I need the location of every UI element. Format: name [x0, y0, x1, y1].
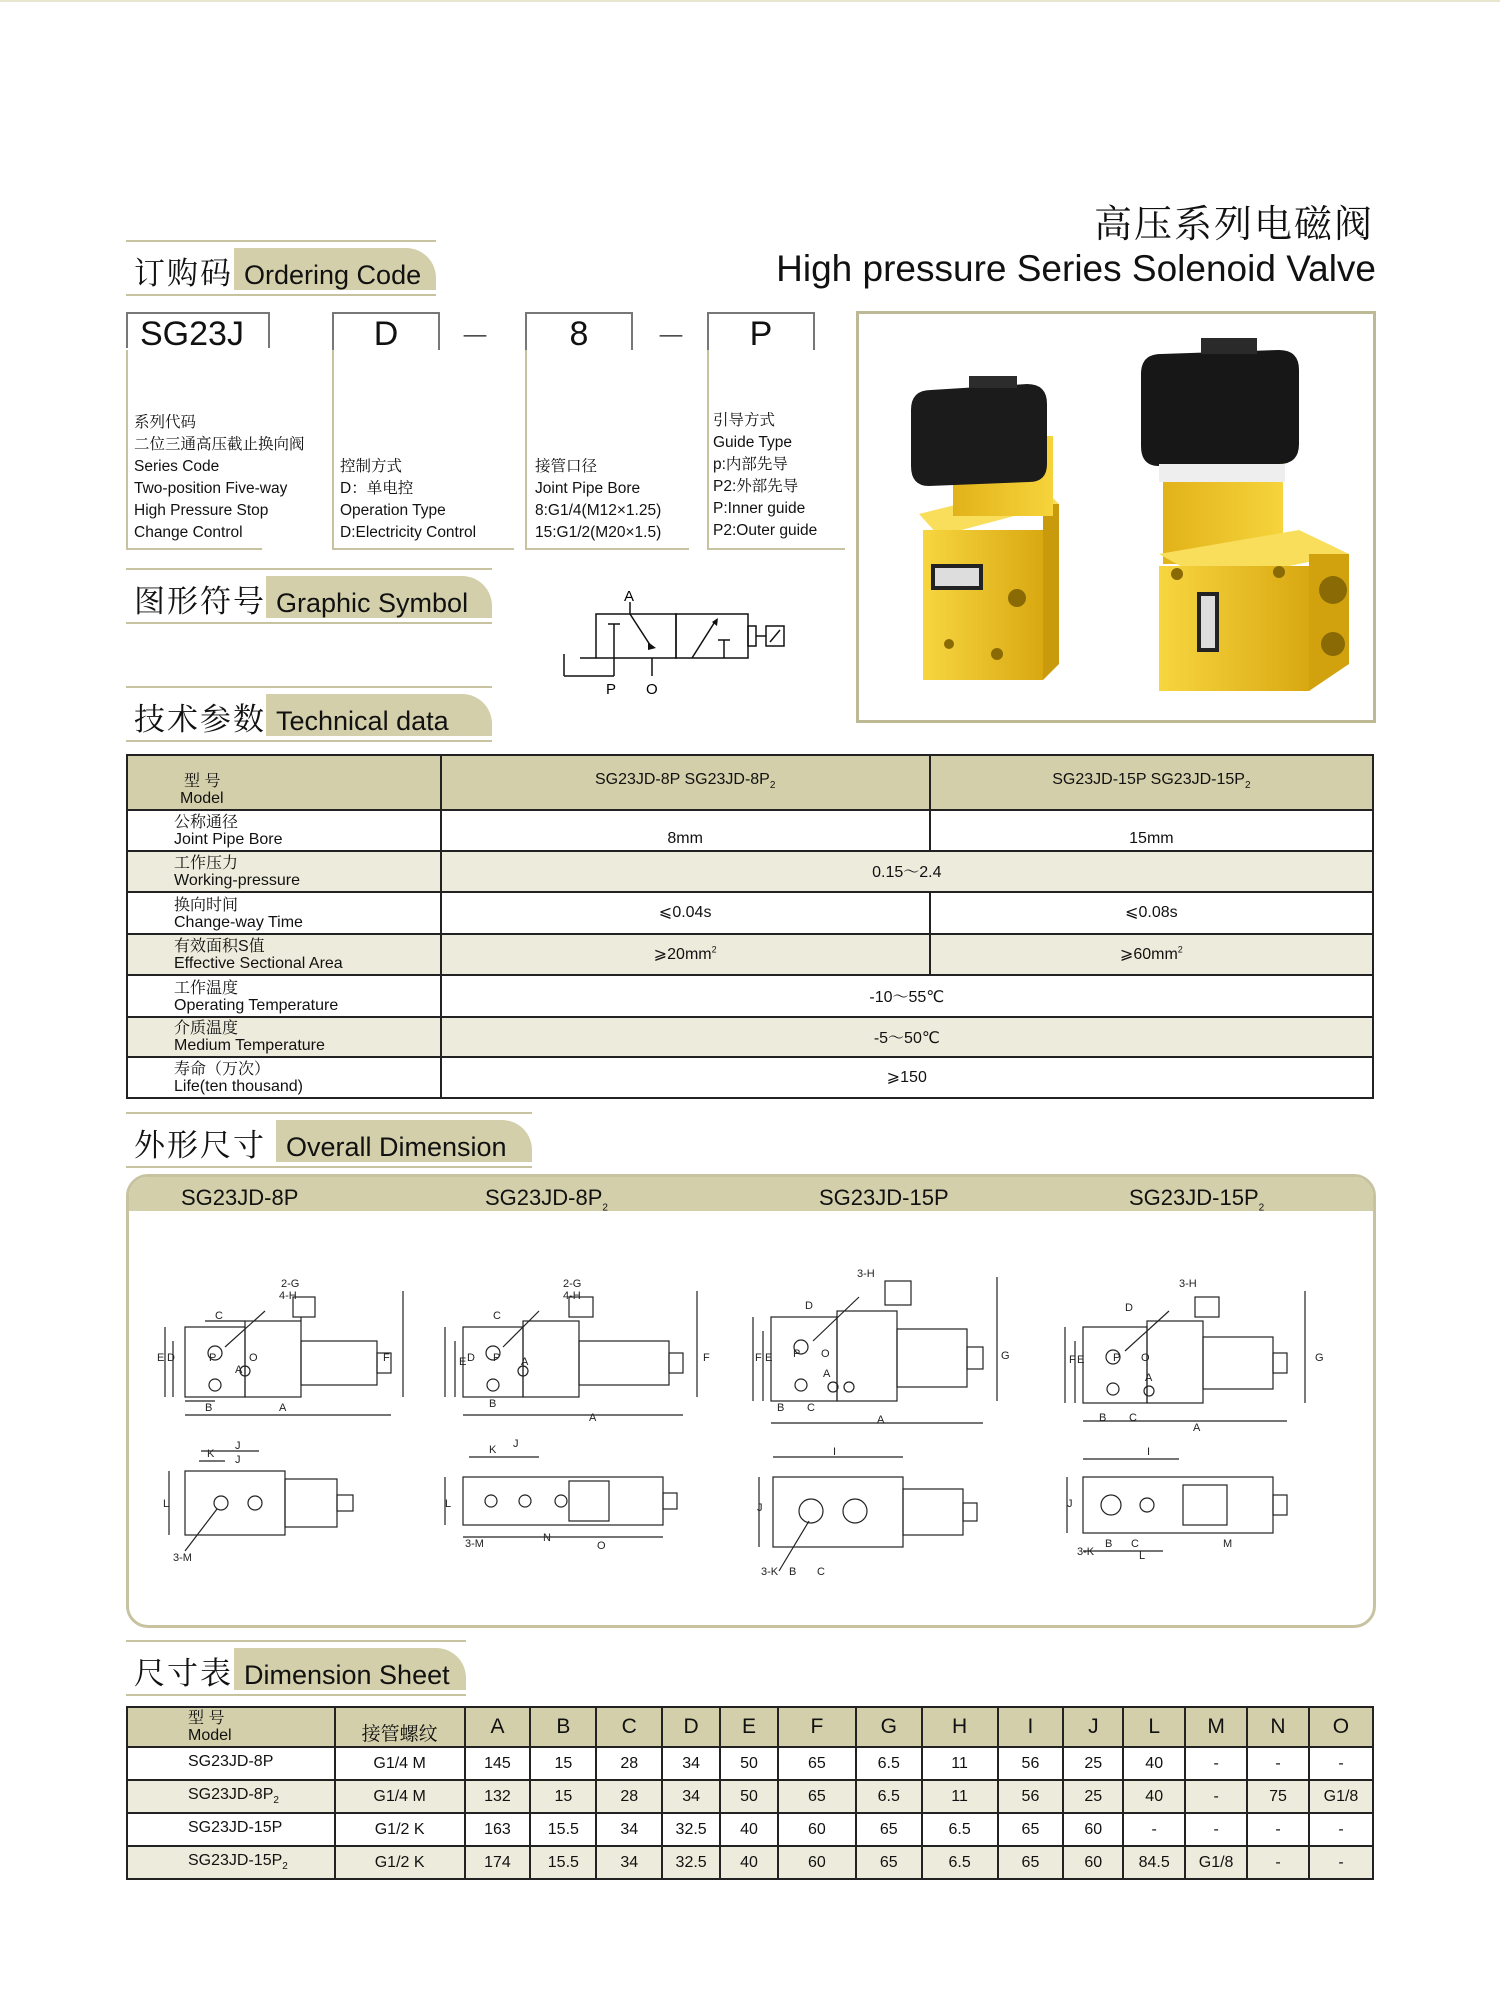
col-header: O — [1309, 1707, 1373, 1747]
cell-value: 65 — [998, 1813, 1064, 1846]
page-title-en: High pressure Series Solenoid Valve — [776, 248, 1376, 289]
dim-label: J — [513, 1438, 519, 1450]
cell-value: 6.5 — [856, 1780, 922, 1813]
cell-value: $⩾20mm^2$ — [441, 934, 930, 975]
col-header: F — [778, 1707, 856, 1747]
dim-label: N — [543, 1532, 551, 1544]
model-col-8: SG23JD-8P $SG23JD-8P_2$ — [441, 755, 930, 810]
dimension-sheet-table — [126, 1706, 1374, 1880]
cell-value: 15 — [530, 1780, 596, 1813]
cell-value: 65 — [998, 1846, 1064, 1879]
dim-label: F — [755, 1352, 762, 1364]
cell-value: 65 — [856, 1846, 922, 1879]
dim-label: D — [467, 1352, 475, 1364]
pipe-bore-description: 接管口径 Joint Pipe Bore 8:G1/4(M12×1.25) 15:G1/2(M20×1.5) — [535, 458, 662, 541]
table-row — [127, 1846, 1373, 1879]
dim-label: C — [1129, 1412, 1137, 1424]
cell-value: - — [1309, 1813, 1373, 1846]
dim-label: B — [789, 1566, 797, 1578]
cell-value: G1/8 — [1185, 1846, 1247, 1879]
cell-value: 50 — [720, 1780, 778, 1813]
col-header: E — [720, 1707, 778, 1747]
section-title-en: Graphic Symbol — [276, 588, 469, 618]
code-box-control: D — [332, 312, 440, 350]
dim-label: K — [489, 1444, 497, 1456]
drawing-15p — [753, 1277, 997, 1571]
dim-label: A — [1145, 1372, 1153, 1384]
table-row — [127, 851, 1373, 892]
row-thread: G1/2 K — [335, 1846, 465, 1879]
dim-label: 3-K — [761, 1566, 779, 1578]
top-rule — [0, 0, 1500, 2]
cell-value: 60 — [778, 1813, 856, 1846]
section-title-en: Ordering Code — [244, 260, 422, 290]
code-separator: － — [460, 321, 490, 354]
dim-label: E — [157, 1352, 165, 1364]
cell-value: 6.5 — [856, 1747, 922, 1780]
cell-value: 40 — [1123, 1780, 1185, 1813]
cell-value: - — [1247, 1747, 1309, 1780]
row-label: 寿命（万次） Life(ten thousand) — [127, 1057, 441, 1098]
dim-label: B — [777, 1402, 785, 1414]
cell-value: 6.5 — [922, 1846, 998, 1879]
cell-value: ⩾150 — [441, 1057, 1373, 1098]
dim-label: A — [589, 1412, 597, 1424]
cell-value: 60 — [1063, 1846, 1123, 1879]
cell-value: - — [1247, 1846, 1309, 1879]
dim-label: A — [823, 1368, 831, 1380]
col-header: A — [465, 1707, 531, 1747]
dim-label: C — [807, 1402, 815, 1414]
cell-value: 60 — [778, 1846, 856, 1879]
series-code-description: 系列代码 二位三通高压截止换向阀 Series Code Two-position Five-way High Pressure Stop Change Control — [134, 414, 305, 541]
dim-label: 4-H — [563, 1290, 581, 1302]
cell-value: 28 — [596, 1747, 662, 1780]
dim-label: O — [821, 1348, 830, 1360]
dim-label: 3-M — [465, 1538, 484, 1550]
drawing-label: $SG23JD-15P_2$ — [1129, 1185, 1265, 1214]
cell-value: 8mm — [441, 810, 930, 851]
dim-label: J — [235, 1454, 241, 1466]
section-technical-data — [126, 686, 492, 742]
row-label: 有效面积S值 Effective Sectional Area — [127, 934, 441, 975]
row-thread: G1/4 M — [335, 1747, 465, 1780]
dim-label: E — [765, 1352, 773, 1364]
symbol-label-p: P — [606, 681, 617, 698]
guide-type-description: 引导方式 Guide Type p:内部先导 P2:外部先导 P:Inner guide P2:Outer guide — [713, 412, 818, 539]
code-separator: － — [656, 321, 686, 354]
cell-value: G1/8 — [1309, 1780, 1373, 1813]
code-box-series: SG23J — [126, 312, 270, 348]
cell-value: 34 — [662, 1747, 720, 1780]
dim-label: E — [459, 1356, 467, 1368]
dim-label: F — [383, 1352, 390, 1364]
dim-label: C — [215, 1310, 223, 1322]
cell-value: 75 — [1247, 1780, 1309, 1813]
cell-value: - — [1123, 1813, 1185, 1846]
section-title-cn: 尺寸表 — [134, 1656, 233, 1691]
cell-value: 32.5 — [662, 1846, 720, 1879]
dim-label: 4-H — [279, 1290, 297, 1302]
table-header-row — [127, 1707, 1373, 1747]
dim-label: O — [249, 1352, 258, 1364]
dim-label: L — [1139, 1550, 1146, 1562]
cell-value: 65 — [856, 1813, 922, 1846]
dim-label: D — [167, 1352, 175, 1364]
col-header: G — [856, 1707, 922, 1747]
dim-label: L — [163, 1498, 170, 1510]
section-title-en: Overall Dimension — [286, 1132, 507, 1162]
dim-label: B — [1105, 1538, 1113, 1550]
drawing-8p — [165, 1291, 403, 1551]
cell-value: 34 — [662, 1780, 720, 1813]
cell-value: 56 — [998, 1780, 1064, 1813]
col-header: C — [596, 1707, 662, 1747]
cell-value: 0.15～2.4 — [441, 851, 1373, 892]
code-box-guide: P — [707, 312, 815, 350]
dim-label: F — [1069, 1354, 1076, 1366]
col-header: J — [1063, 1707, 1123, 1747]
dim-label: L — [445, 1498, 452, 1510]
cell-value: 56 — [998, 1747, 1064, 1780]
row-label: 换向时间 Change-way Time — [127, 892, 441, 934]
section-title-en: Dimension Sheet — [244, 1660, 450, 1690]
section-dimension-sheet — [126, 1640, 466, 1696]
cell-value: 40 — [1123, 1747, 1185, 1780]
col-header: N — [1247, 1707, 1309, 1747]
cell-value: 11 — [922, 1780, 998, 1813]
dim-label: G — [1315, 1352, 1324, 1364]
cell-value: 174 — [465, 1846, 531, 1879]
section-title-cn: 技术参数 — [134, 702, 266, 737]
drawing-label: SG23JD-8P — [181, 1185, 299, 1210]
cell-value: 40 — [720, 1846, 778, 1879]
cell-value: 50 — [720, 1747, 778, 1780]
table-row — [127, 810, 1373, 851]
cell-value: 34 — [596, 1813, 662, 1846]
symbol-label-a: A — [624, 590, 635, 605]
table-row — [127, 934, 1373, 975]
table-row — [127, 1813, 1373, 1846]
row-thread: G1/4 M — [335, 1780, 465, 1813]
dim-label: P — [209, 1352, 217, 1364]
dim-label: J — [757, 1502, 763, 1514]
cell-value: - — [1247, 1813, 1309, 1846]
dim-label: 3-H — [857, 1268, 875, 1280]
dim-label: J — [1067, 1498, 1073, 1510]
thread-header: 接管螺纹 — [335, 1707, 465, 1747]
dim-label: E — [1077, 1354, 1085, 1366]
cell-value: - — [1185, 1813, 1247, 1846]
table-row — [127, 975, 1373, 1017]
cell-value: 25 — [1063, 1747, 1123, 1780]
col-header: D — [662, 1707, 720, 1747]
dim-label: G — [1001, 1350, 1010, 1362]
row-model: SG23JD-8P — [127, 1747, 335, 1780]
section-ordering-code — [126, 240, 436, 296]
control-type-description: 控制方式 D：单电控 Operation Type D:Electricity Control — [340, 458, 477, 541]
dim-label: F — [703, 1352, 710, 1364]
cell-value: 15mm — [930, 810, 1373, 851]
section-graphic-symbol — [126, 568, 492, 624]
dim-label: O — [597, 1540, 606, 1552]
technical-data-table — [126, 754, 1374, 1099]
cell-value: - — [1309, 1846, 1373, 1879]
cell-value: - — [1309, 1747, 1373, 1780]
cell-value: 15 — [530, 1747, 596, 1780]
section-title-cn: 订购码 — [134, 256, 233, 291]
dim-label: I — [1147, 1446, 1151, 1458]
cell-value: 25 — [1063, 1780, 1123, 1813]
dim-label: 2-G — [281, 1278, 300, 1290]
cell-value: 145 — [465, 1747, 531, 1780]
row-model: $SG23JD-8P_2$ — [127, 1780, 335, 1813]
page-title-cn: 高压系列电磁阀 — [1093, 204, 1374, 246]
dim-label: C — [1131, 1538, 1139, 1550]
col-header: L — [1123, 1707, 1185, 1747]
row-thread: G1/2 K — [335, 1813, 465, 1846]
drawing-8p2 — [445, 1291, 697, 1537]
dim-label: A — [521, 1356, 529, 1368]
cell-value: ⩽0.08s — [930, 892, 1373, 934]
dim-label: O — [1141, 1352, 1150, 1364]
dim-label: 3-H — [1179, 1278, 1197, 1290]
cell-value: 28 — [596, 1780, 662, 1813]
cell-value: -10～55℃ — [441, 975, 1373, 1017]
cell-value: 6.5 — [922, 1813, 998, 1846]
dim-label: 2-G — [563, 1278, 582, 1290]
dim-label: K — [207, 1448, 215, 1460]
table-row — [127, 1057, 1373, 1098]
dim-label: M — [1223, 1538, 1233, 1550]
dim-label: D — [1125, 1302, 1133, 1314]
col-header: I — [998, 1707, 1064, 1747]
cell-value: 40 — [720, 1813, 778, 1846]
cell-value: 34 — [596, 1846, 662, 1879]
cell-value: - — [1185, 1747, 1247, 1780]
dim-label: B — [489, 1398, 497, 1410]
dim-label: I — [833, 1446, 837, 1458]
row-label: 介质温度 Medium Temperature — [127, 1017, 441, 1057]
section-title-cn: 图形符号 — [134, 584, 266, 619]
dim-label: P — [793, 1348, 801, 1360]
row-label: 工作压力 Working-pressure — [127, 851, 441, 892]
table-row — [127, 1780, 1373, 1813]
cell-value: 15.5 — [530, 1846, 596, 1879]
dim-label: C — [493, 1310, 501, 1322]
valve-symbol-diagram — [560, 590, 790, 700]
row-label: 公称通径 Joint Pipe Bore — [127, 810, 441, 851]
dim-label: C — [817, 1566, 825, 1578]
section-title-cn: 外形尺寸 — [134, 1128, 266, 1163]
cell-value: 65 — [778, 1780, 856, 1813]
model-header: 型 号 Model — [127, 755, 441, 810]
model-header: 型 号 Model — [127, 1707, 335, 1747]
row-model: SG23JD-15P — [127, 1813, 335, 1846]
cell-value: 132 — [465, 1780, 531, 1813]
row-model: $SG23JD-15P_2$ — [127, 1846, 335, 1879]
cell-value: 84.5 — [1123, 1846, 1185, 1879]
col-header: H — [922, 1707, 998, 1747]
dimension-drawings — [129, 1211, 1373, 1625]
cell-value: ⩽0.04s — [441, 892, 930, 934]
table-row — [127, 1017, 1373, 1057]
cell-value: 32.5 — [662, 1813, 720, 1846]
drawing-label: SG23JD-15P — [819, 1185, 949, 1210]
dim-label: B — [1099, 1412, 1107, 1424]
dim-label: 3-K — [1077, 1546, 1095, 1558]
table-row — [127, 892, 1373, 934]
symbol-label-o: O — [646, 681, 658, 698]
dim-label: P — [493, 1352, 501, 1364]
cell-value: 15.5 — [530, 1813, 596, 1846]
dim-label: J — [235, 1440, 241, 1452]
col-header: B — [530, 1707, 596, 1747]
cell-value: 11 — [922, 1747, 998, 1780]
row-label: 工作温度 Operating Temperature — [127, 975, 441, 1017]
dim-label: A — [877, 1414, 885, 1426]
product-photo — [856, 311, 1376, 723]
cell-value: -5～50℃ — [441, 1017, 1373, 1057]
cell-value: 163 — [465, 1813, 531, 1846]
model-col-15: SG23JD-15P $SG23JD-15P_2$ — [930, 755, 1373, 810]
dim-label: A — [279, 1402, 287, 1414]
drawing-label: $SG23JD-8P_2$ — [485, 1185, 608, 1214]
dim-label: A — [235, 1364, 243, 1376]
dim-label: P — [1113, 1352, 1121, 1364]
cell-value: $⩾60mm^2$ — [930, 934, 1373, 975]
section-overall-dimension — [126, 1112, 532, 1168]
col-header: M — [1185, 1707, 1247, 1747]
table-row — [127, 1747, 1373, 1780]
table-header-row — [127, 755, 1373, 810]
cell-value: - — [1185, 1780, 1247, 1813]
dim-label: 3-M — [173, 1552, 192, 1564]
cell-value: 65 — [778, 1747, 856, 1780]
cell-value: 60 — [1063, 1813, 1123, 1846]
dim-label: D — [805, 1300, 813, 1312]
code-box-bore: 8 — [525, 312, 633, 350]
dim-label: A — [1193, 1422, 1201, 1434]
dim-label: B — [205, 1402, 213, 1414]
overall-dimension-panel — [126, 1174, 1376, 1628]
section-title-en: Technical data — [276, 706, 449, 736]
solenoid-valve-image — [859, 314, 1373, 720]
